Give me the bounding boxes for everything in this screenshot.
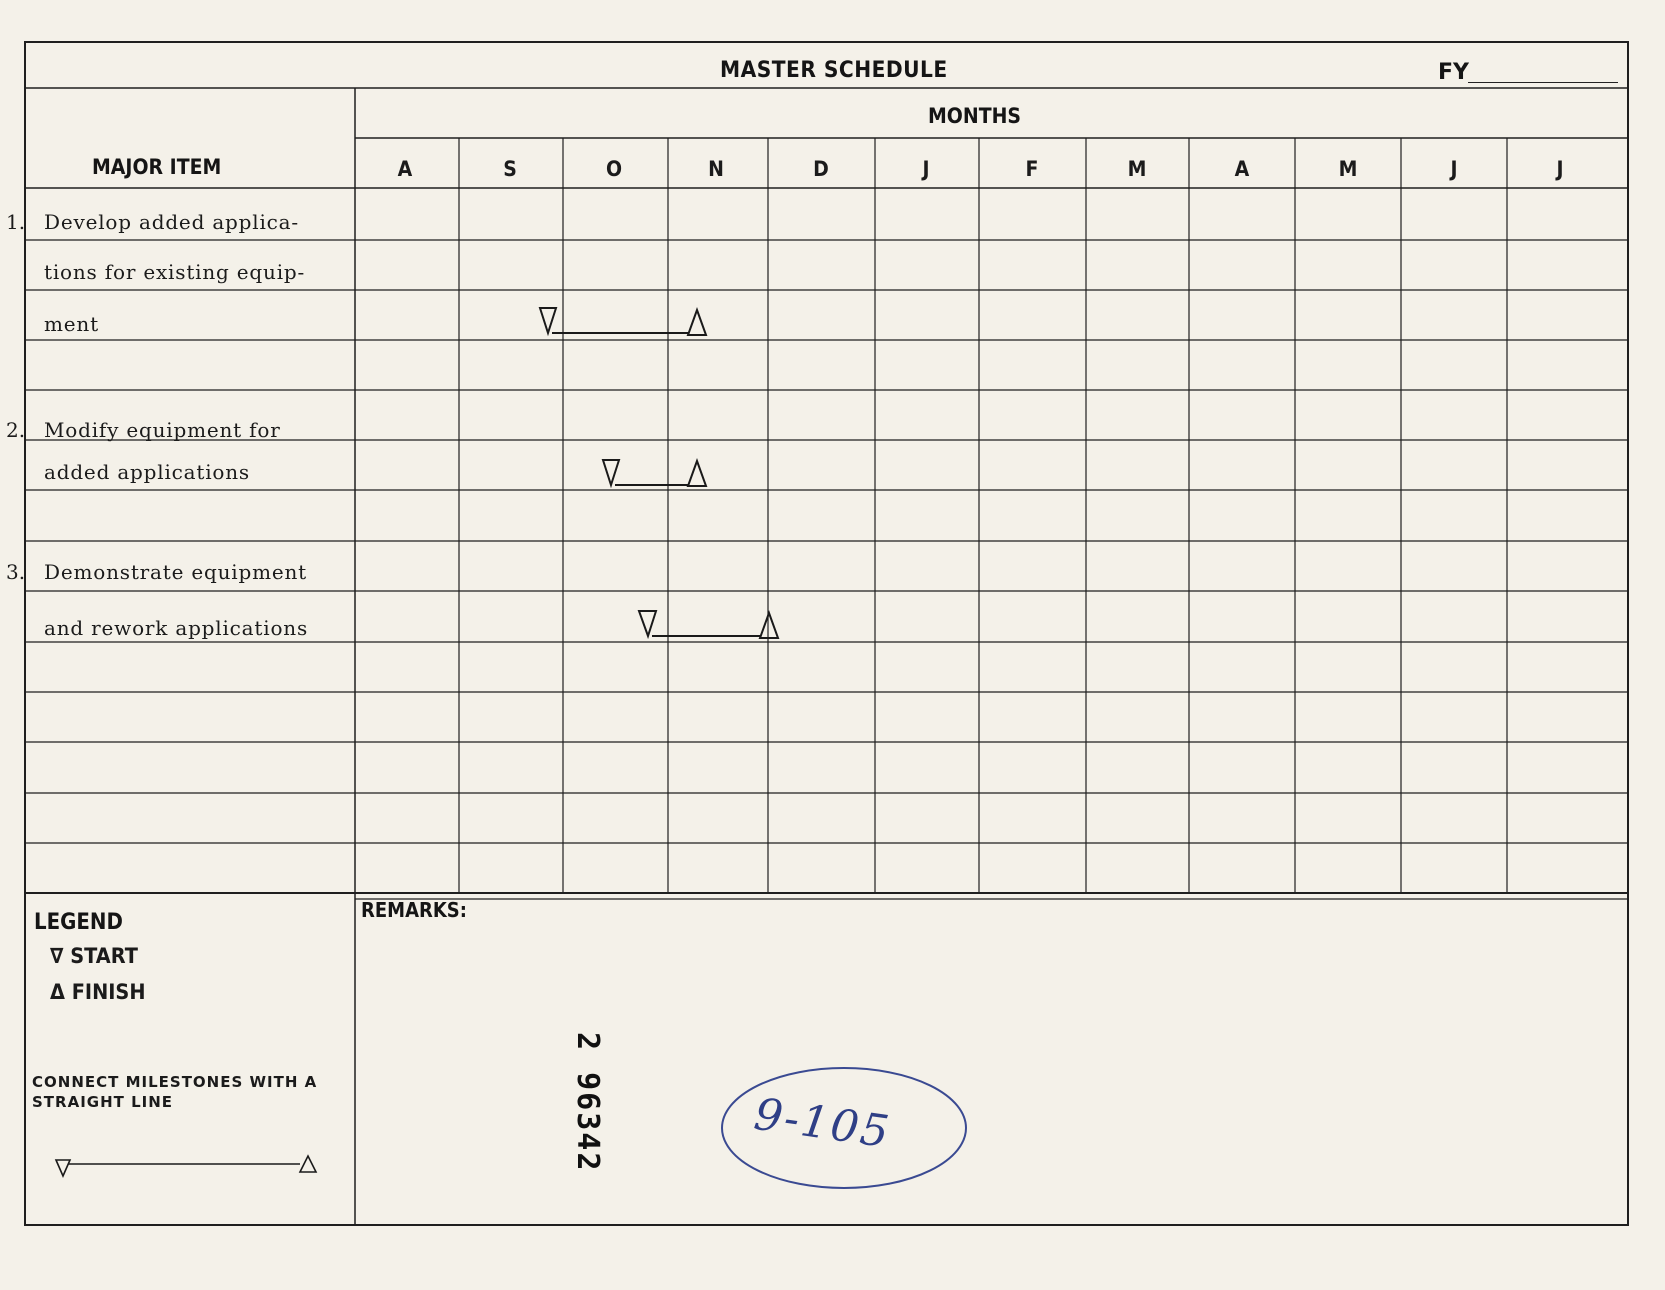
month-label: D (813, 157, 829, 181)
remarks-label: REMARKS: (361, 898, 467, 922)
item3-start-marker (639, 611, 656, 636)
month-label: J (1556, 157, 1564, 181)
item-number: 1. (6, 210, 26, 234)
month-label: N (708, 157, 724, 181)
month-label: M (1338, 157, 1358, 181)
fy-blank[interactable] (1468, 82, 1618, 83)
item-text-line: tions for existing equip- (44, 260, 306, 284)
months-header: MONTHS (928, 104, 1022, 128)
legend-start-label: START (70, 944, 138, 968)
item-text-line: added applications (44, 460, 250, 484)
legend-finish-label: FINISH (71, 980, 146, 1004)
item2-start-marker (603, 460, 619, 485)
item3-finish-marker (760, 613, 778, 638)
month-label: A (1234, 157, 1250, 181)
item1-finish-marker (688, 310, 706, 335)
item-number: 2. (6, 418, 26, 442)
month-label: S (503, 157, 517, 181)
connect-note-line2: STRAIGHT LINE (32, 1093, 174, 1111)
item2-finish-marker (688, 461, 706, 486)
month-label: J (1450, 157, 1458, 181)
legend-example-start (56, 1160, 70, 1176)
finish-icon: Δ (50, 980, 65, 1004)
month-label: A (397, 157, 413, 181)
item-text-line: Develop added applica- (44, 210, 299, 234)
month-label: O (605, 157, 623, 181)
fy-label: FY (1438, 60, 1469, 85)
connect-note-line1: CONNECT MILESTONES WITH A (32, 1073, 318, 1091)
item-text-line: Demonstrate equipment (44, 560, 308, 584)
legend-title: LEGEND (34, 910, 123, 935)
stamp-number: 2 96342 (570, 1032, 605, 1173)
month-label: J (922, 157, 930, 181)
item-text-line: ment (44, 312, 99, 336)
month-label: F (1025, 157, 1039, 181)
major-item-header: MAJOR ITEM (92, 155, 222, 179)
form-title: MASTER SCHEDULE (720, 58, 948, 83)
item1-start-marker (540, 308, 556, 333)
item-text-line: Modify equipment for (44, 418, 281, 442)
handwritten-note: 9-105 (751, 1088, 894, 1159)
item-text-line: and rework applications (44, 616, 309, 640)
start-icon: ∇ (50, 944, 64, 968)
item-number: 3. (6, 560, 26, 584)
legend-example-finish (300, 1156, 316, 1172)
month-label: M (1127, 157, 1147, 181)
